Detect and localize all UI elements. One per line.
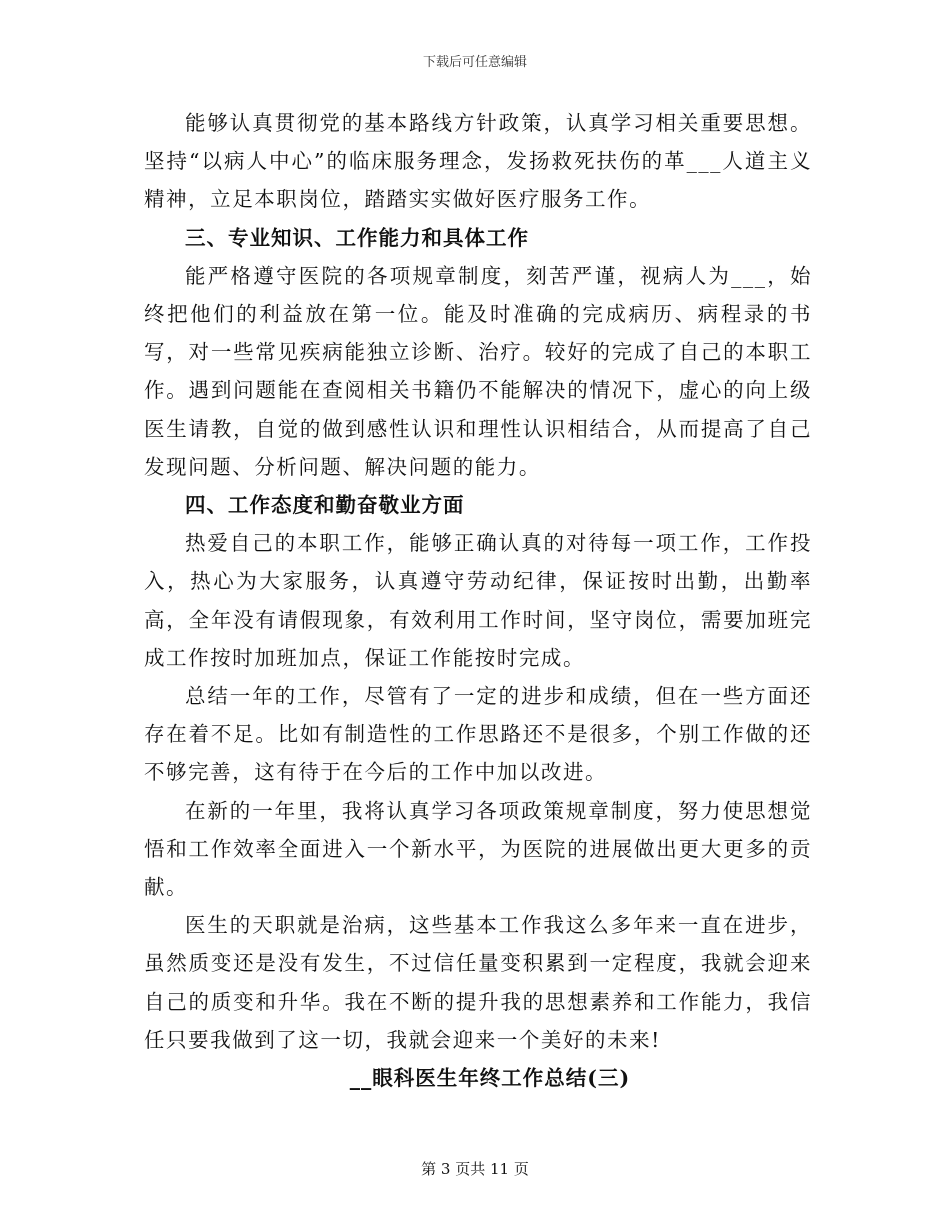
section-heading-professional: 三、专业知识、工作能力和具体工作 bbox=[185, 225, 529, 250]
paragraph-new-year: 在新的一年里，我将认真学习各项政策规章制度，努力使思想觉悟和工作效率全面进入一个新水平，为医院的进展做出更大更多的贡献。 bbox=[144, 798, 812, 900]
document-body bbox=[144, 104, 812, 1097]
paragraph-political: 能够认真贯彻党的基本路线方针政策，认真学习相关重要思想。坚持“以病人中心”的临床服务理念，发扬救死扶伤的革___人道主义精神，立足本职岗位，踏踏实实做好医疗服务工作。 bbox=[144, 111, 812, 212]
document-subtitle: __眼科医生年终工作总结(三) bbox=[349, 1066, 631, 1091]
paragraph-professional: 能严格遵守医院的各项规章制度，刻苦严谨，视病人为___，始终把他们的利益放在第一位。能及时准确的完成病历、病程录的书写，对一些常见疾病能独立诊断、治疗。较好的完成了自己的本职工作。遇到问题能在查阅相关书籍仍不能解决的情况下，虚心的向上级医生请教，自觉的做到感性认识和理性认识相结合，从而提高了自己发现问题、分析问题、解决问题的能力。 bbox=[144, 263, 812, 479]
paragraph-summary: 总结一年的工作，尽管有了一定的进步和成绩，但在一些方面还存在着不足。比如有制造性的工作思路还不是很多，个别工作做的还不够完善，这有待于在今后的工作中加以改进。 bbox=[144, 684, 812, 785]
page-header: 下载后可任意编辑 bbox=[422, 55, 527, 70]
section-heading-attitude: 四、工作态度和勤奋敬业方面 bbox=[185, 493, 465, 518]
paragraph-attitude: 热爱自己的本职工作，能够正确认真的对待每一项工作，工作投入，热心为大家服务，认真遵守劳动纪律，保证按时出勤，出勤率高，全年没有请假现象，有效利用工作时间，坚守岗位，需要加班完成工作按时加班加点，保证工作能按时完成。 bbox=[144, 531, 812, 670]
paragraph-doctor-duty: 医生的天职就是治病，这些基本工作我这么多年来一直在进步，虽然质变还是没有发生，不过信任量变积累到一定程度，我就会迎来自己的质变和升华。我在不断的提升我的思想素养和工作能力，我信任只要我做到了这一切，我就会迎来一个美好的未来! bbox=[144, 913, 812, 1052]
page-footer: 第 3 页共 11 页 bbox=[421, 1160, 529, 1178]
